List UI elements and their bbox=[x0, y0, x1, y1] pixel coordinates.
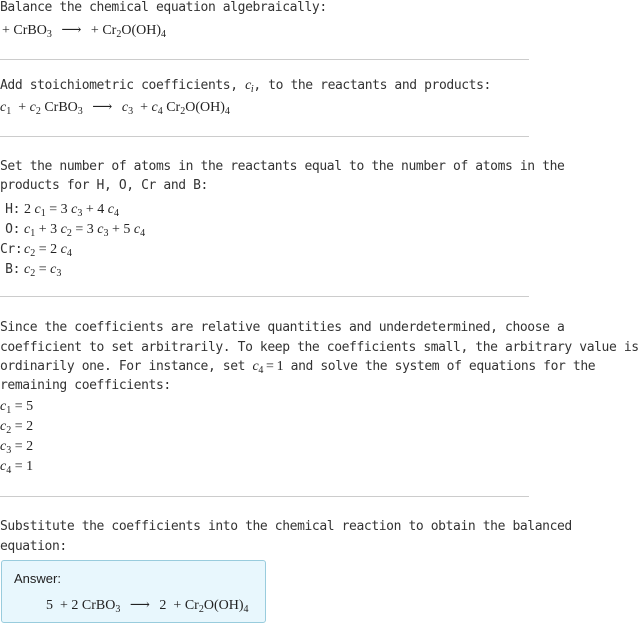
unbalanced-equation: + CrBO$_3$ ⟶ + $Cr_2O(OH)_4$ bbox=[2, 23, 166, 40]
solution-c4: $c_4 = 1$ bbox=[0, 459, 34, 476]
intro-text-3b: products for H, O, Cr and B: bbox=[0, 178, 208, 193]
explanation-line-2: coefficient to set arbitrarily. To keep the coefficients small, the arbitrary value is bbox=[0, 340, 639, 355]
solution-c2-value: = 2 bbox=[14, 419, 34, 434]
divider-2 bbox=[0, 136, 529, 137]
solution-c3: $c_3 = 2$ bbox=[0, 439, 34, 456]
intro-text-2: Add stoichiometric coefficients, $c_i$, to the reactants and products: bbox=[0, 78, 491, 95]
divider-4 bbox=[0, 496, 529, 497]
row-label-o: O: bbox=[5, 222, 20, 237]
final-text-1: Substitute the coefficients into the chemical reaction to obtain the balanced bbox=[0, 519, 572, 534]
answer-box bbox=[1, 560, 266, 623]
atom-equation-h: H: 2 $c_1 = 3$ $c_3 + 4$ $c_4$ bbox=[0, 200, 119, 218]
solution-c1: $c_1 = 5$ bbox=[0, 399, 34, 416]
solution-c4-value: = 1 bbox=[14, 459, 34, 474]
intro-text-1: Balance the chemical equation algebraically: bbox=[0, 0, 327, 15]
explanation-line-1: Since the coefficients are relative quantities and underdetermined, choose a bbox=[0, 320, 565, 335]
atom-equation-cr: Cr: $c_2 = 2$ $c_4$ bbox=[0, 242, 72, 259]
balanced-equation: 5 + 2 CrBO$_3$ ⟶ $2 + Cr_2O(OH)_4$ bbox=[46, 598, 249, 615]
solution-c3-value: = 2 bbox=[14, 439, 34, 454]
explanation-line-3a: ordinarily one. For instance, set bbox=[0, 359, 253, 374]
divider-3 bbox=[0, 296, 529, 297]
atom-equation-o: O: $c_1 + 3$ $c_2 = 3$ $c_3 + 5$ $c_4$ bbox=[0, 220, 145, 238]
solution-c1-value: = 5 bbox=[14, 399, 34, 414]
intro-text-3a: Set the number of atoms in the reactants equal to the number of atoms in the bbox=[0, 159, 565, 174]
explanation-line-4: remaining coefficients: bbox=[0, 378, 171, 393]
atom-equation-b: B: $c_2 = c_3$ bbox=[0, 260, 61, 278]
divider-1 bbox=[0, 59, 529, 60]
explanation-line-3: ordinarily one. For instance, set $c_4 = 1$ and solve the system of equations for the bbox=[0, 359, 596, 376]
solution-c2: $c_2 = 2$ bbox=[0, 419, 34, 436]
row-label-b: B: bbox=[5, 262, 20, 277]
row-label-cr: Cr: bbox=[0, 242, 23, 257]
explanation-line-3b: and solve the system of equations for the bbox=[283, 359, 596, 374]
coefficient-equation: $c_1 + c_2$ CrBO$_3$ ⟶ $c_3 + c_4$ $Cr_2O(OH)_4$ bbox=[0, 100, 230, 117]
row-label-h: H: bbox=[5, 202, 20, 217]
final-text-2: equation: bbox=[0, 539, 67, 554]
answer-label: Answer: bbox=[14, 571, 61, 586]
